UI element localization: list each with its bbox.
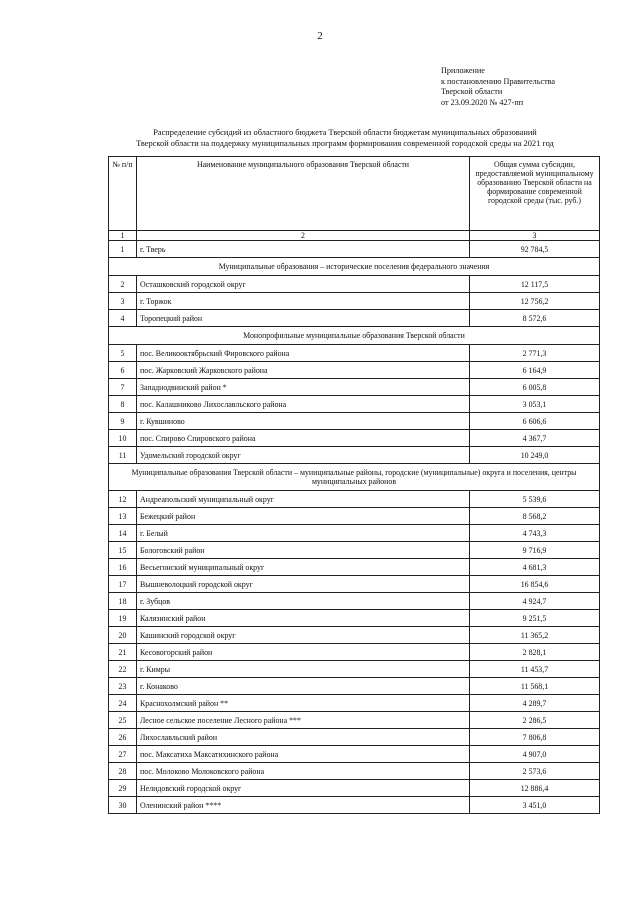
header-sum: Общая сумма субсидии, предоставляемой муниципальному образованию Тверской области на формирование современной городской среды (тыс. руб.) [470, 157, 600, 231]
row-number: 1 [109, 241, 137, 258]
subsidy-amount: 2 828,1 [470, 644, 600, 661]
municipality-name: г. Конаково [137, 678, 470, 695]
subsidy-amount: 92 784,5 [470, 241, 600, 258]
table-row [109, 678, 600, 695]
municipality-name: Торопецкий район [137, 310, 470, 327]
subsidy-amount: 8 568,2 [470, 508, 600, 525]
row-number: 25 [109, 712, 137, 729]
municipality-name: г. Кимры [137, 661, 470, 678]
municipality-name: пос. Калашниково Лихославльского района [137, 396, 470, 413]
municipality-name: Краснохолмский район ** [137, 695, 470, 712]
row-number: 7 [109, 379, 137, 396]
row-number: 11 [109, 447, 137, 464]
subsidy-amount: 4 907,0 [470, 746, 600, 763]
municipality-name: Андреапольский муниципальный округ [137, 491, 470, 508]
subsidy-amount: 2 286,5 [470, 712, 600, 729]
section-header-row [109, 258, 600, 276]
subsidy-amount: 16 854,6 [470, 576, 600, 593]
appendix-line: Приложение [441, 66, 485, 75]
page-number: 2 [317, 30, 323, 42]
table-row [109, 593, 600, 610]
row-number: 2 [109, 276, 137, 293]
row-number: 13 [109, 508, 137, 525]
subsidy-amount: 3 451,0 [470, 797, 600, 814]
table-header-row [109, 157, 600, 231]
section-title: Муниципальные образования Тверской области – муниципальные районы, городские (муниципальные) округа и поселения, центры муниципальных районов [109, 464, 600, 491]
appendix-line: от 23.09.2020 № 427-пп [441, 97, 524, 107]
row-number: 12 [109, 491, 137, 508]
subsidy-amount: 12 117,5 [470, 276, 600, 293]
column-index-row [109, 231, 600, 241]
municipality-name: Бежецкий район [137, 508, 470, 525]
row-number: 24 [109, 695, 137, 712]
table-row [109, 627, 600, 644]
municipality-name: г. Кувшиново [137, 413, 470, 430]
municipality-name: г. Зубцов [137, 593, 470, 610]
table-row [109, 780, 600, 797]
table-row [109, 379, 600, 396]
municipality-name: г. Тверь [137, 241, 470, 258]
row-number: 19 [109, 610, 137, 627]
row-number: 26 [109, 729, 137, 746]
table-row [109, 729, 600, 746]
table-row [109, 508, 600, 525]
section-title: Муниципальные образования – исторические поселения федерального значения [109, 258, 600, 276]
row-number: 9 [109, 413, 137, 430]
row-number: 5 [109, 345, 137, 362]
row-number: 14 [109, 525, 137, 542]
municipality-name: г. Белый [137, 525, 470, 542]
document-title [100, 127, 590, 149]
municipality-name: Вышневолоцкий городской округ [137, 576, 470, 593]
table-row [109, 797, 600, 814]
table-row [109, 542, 600, 559]
row-number: 6 [109, 362, 137, 379]
appendix-line: к постановлению Правительства [441, 76, 556, 86]
row-number: 29 [109, 780, 137, 797]
header-name: Наименование муниципального образования Тверской области [137, 157, 470, 231]
table-row [109, 559, 600, 576]
table-row [109, 447, 600, 464]
row-number: 15 [109, 542, 137, 559]
row-number: 17 [109, 576, 137, 593]
table-row [109, 362, 600, 379]
table-row [109, 430, 600, 447]
row-number: 18 [109, 593, 137, 610]
subsidy-amount: 11 365,2 [470, 627, 600, 644]
subsidy-amount: 6 005,8 [470, 379, 600, 396]
section-header-row [109, 327, 600, 345]
municipality-name: Весьегонский муниципальный округ [137, 559, 470, 576]
row-number: 3 [109, 293, 137, 310]
table-row [109, 695, 600, 712]
table-row [109, 491, 600, 508]
municipality-name: Удомельский городской округ [137, 447, 470, 464]
subsidy-amount: 3 053,1 [470, 396, 600, 413]
table-row [109, 276, 600, 293]
subsidy-amount: 4 681,3 [470, 559, 600, 576]
municipality-name: Кесовогорский район [137, 644, 470, 661]
subsidy-amount: 12 756,2 [470, 293, 600, 310]
row-number: 16 [109, 559, 137, 576]
municipality-name: г. Торжок [137, 293, 470, 310]
subsidy-amount: 4 924,7 [470, 593, 600, 610]
municipality-name: пос. Спирово Спировского района [137, 430, 470, 447]
table-row [109, 712, 600, 729]
municipality-name: Оленинский район **** [137, 797, 470, 814]
subsidy-amount: 11 568,1 [470, 678, 600, 695]
subsidy-amount: 9 251,5 [470, 610, 600, 627]
table-row [109, 310, 600, 327]
subsidy-amount: 4 367,7 [470, 430, 600, 447]
municipality-name: Бологовский район [137, 542, 470, 559]
subsidy-amount: 9 716,9 [470, 542, 600, 559]
row-number: 10 [109, 430, 137, 447]
row-number: 8 [109, 396, 137, 413]
subsidy-amount: 8 572,6 [470, 310, 600, 327]
row-number: 28 [109, 763, 137, 780]
subsidy-amount: 4 289,7 [470, 695, 600, 712]
row-number: 21 [109, 644, 137, 661]
index-cell: 3 [470, 231, 600, 241]
appendix-line: Тверской области [441, 87, 503, 96]
section-title: Монопрофильные муниципальные образования Тверской области [109, 327, 600, 345]
table-row [109, 525, 600, 542]
subsidy-amount: 6 164,9 [470, 362, 600, 379]
subsidy-amount: 2 573,6 [470, 763, 600, 780]
header-num: № п/п [109, 157, 137, 231]
municipality-name: пос. Великооктябрьский Фировского района [137, 345, 470, 362]
subsidy-amount: 2 771,3 [470, 345, 600, 362]
table-row [109, 396, 600, 413]
municipality-name: Калязинский район [137, 610, 470, 627]
subsidy-amount: 10 249,0 [470, 447, 600, 464]
table-row [109, 746, 600, 763]
row-number: 22 [109, 661, 137, 678]
title-line: Распределение субсидий из областного бюджета Тверской области бюджетам муниципальных образований [153, 128, 537, 137]
subsidy-amount: 5 539,6 [470, 491, 600, 508]
municipality-name: пос. Молоково Молоковского района [137, 763, 470, 780]
index-cell: 1 [109, 231, 137, 241]
table-row [109, 644, 600, 661]
municipality-name: Кашинский городской округ [137, 627, 470, 644]
title-line: Тверской области на поддержку муниципальных программ формирования современной городской среды на 2021 год [136, 139, 554, 148]
section-header-row [109, 464, 600, 491]
subsidy-amount: 4 743,3 [470, 525, 600, 542]
row-number: 30 [109, 797, 137, 814]
subsidy-amount: 11 453,7 [470, 661, 600, 678]
table-row [109, 610, 600, 627]
appendix-block [441, 66, 555, 108]
table-row [109, 413, 600, 430]
row-number: 23 [109, 678, 137, 695]
table-row [109, 763, 600, 780]
municipality-name: пос. Жарковский Жарковского района [137, 362, 470, 379]
municipality-name: Западнодвинский район * [137, 379, 470, 396]
index-cell: 2 [137, 231, 470, 241]
row-number: 20 [109, 627, 137, 644]
table-row [109, 576, 600, 593]
subsidy-table [108, 156, 600, 814]
municipality-name: Лесное сельское поселение Лесного района *** [137, 712, 470, 729]
table-row [109, 241, 600, 258]
subsidy-amount: 7 806,8 [470, 729, 600, 746]
row-number: 4 [109, 310, 137, 327]
table-row [109, 293, 600, 310]
municipality-name: Нелидовский городской округ [137, 780, 470, 797]
municipality-name: Осташковский городской округ [137, 276, 470, 293]
municipality-name: Лихославльский район [137, 729, 470, 746]
table-row [109, 661, 600, 678]
subsidy-amount: 6 606,6 [470, 413, 600, 430]
subsidy-amount: 12 886,4 [470, 780, 600, 797]
municipality-name: пос. Максатиха Максатихинского района [137, 746, 470, 763]
table-row [109, 345, 600, 362]
row-number: 27 [109, 746, 137, 763]
